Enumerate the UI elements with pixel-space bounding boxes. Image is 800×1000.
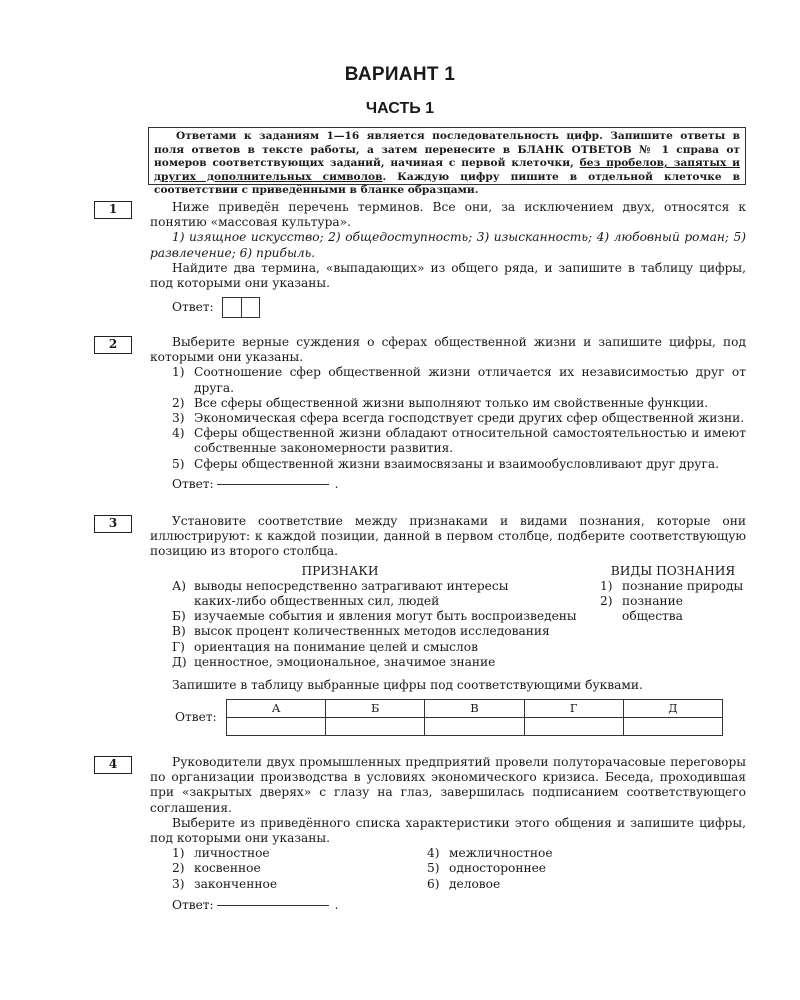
- task-2-answer: [150, 477, 746, 492]
- left-item-letter: А): [172, 578, 186, 593]
- answer-end: .: [334, 897, 339, 912]
- match-columns: [150, 579, 746, 670]
- right-item-number: 1): [600, 578, 613, 593]
- task-1-answer-cells: [222, 297, 260, 318]
- task-4-answer: [150, 898, 746, 913]
- answer-cell-d[interactable]: [623, 718, 722, 736]
- instructions-text-end: . Каждую цифру пишите в отдельной клеточке в соответствии с приведёнными в бланке образцами.: [154, 170, 740, 197]
- answer-cell-v[interactable]: [425, 718, 524, 736]
- left-item: [172, 655, 600, 670]
- option-item: [172, 426, 746, 456]
- task-4-intro: Руководители двух промышленных предприятий провели полуторачасовые переговоры по организации производства в условиях экономического кризиса. Беседа, проходившая при «закрытых дверях» с глазу на глаз, завершилась подписанием соответствующего соглашения.: [150, 755, 746, 815]
- task-3-table-instruction: Запишите в таблицу выбранные цифры под соответствующими буквами.: [172, 678, 643, 693]
- left-item-letter: Г): [172, 639, 185, 654]
- answer-end: .: [334, 476, 339, 491]
- task-1-instruction: Найдите два термина, «выпадающих» из общего ряда, и запишите в таблицу цифры, под которыми они указаны.: [150, 260, 746, 291]
- option-item: [172, 846, 427, 861]
- option-item: [172, 365, 746, 395]
- option-number: 5): [427, 861, 440, 876]
- answer-line[interactable]: [217, 904, 329, 906]
- table-header-b: Б: [326, 700, 425, 718]
- task-1-answer: [150, 297, 746, 318]
- task-3: [150, 514, 746, 736]
- option-text: межличностное: [449, 846, 553, 861]
- option-item: [172, 877, 427, 892]
- task-number-1: 1: [94, 201, 132, 219]
- instructions-text: Ответами к заданиям 1—16 является последовательность цифр. Запишите ответы в поля ответов в тексте работы, а затем перенесите в БЛАНК ОТВЕТОВ № 1 справа от номеров соответствующих заданий, начиная с первой клеточки,: [154, 130, 740, 170]
- option-text: личностное: [194, 846, 270, 861]
- left-item: [172, 624, 600, 639]
- option-number: 5): [172, 456, 185, 471]
- left-item-letter: Д): [172, 654, 187, 669]
- task-1-intro: Ниже приведён перечень терминов. Все они, за исключением двух, относятся к понятию «массовая культура».: [150, 200, 746, 230]
- left-item-text: высок процент количественных методов исследования: [194, 624, 550, 639]
- option-text: Сферы общественной жизни взаимосвязаны и взаимообусловливают друг друга.: [194, 456, 719, 471]
- options-right-column: [427, 846, 682, 892]
- option-number: 6): [427, 876, 440, 891]
- option-item: [427, 877, 682, 892]
- option-number: 2): [172, 395, 185, 410]
- instructions-underlined: без пробелов, запятых и других дополнительных символов: [154, 157, 741, 183]
- option-text: Соотношение сфер общественной жизни отличается их независимостью друг от друга.: [194, 365, 746, 395]
- part-title: ЧАСТЬ 1: [365, 100, 435, 117]
- right-column-header: ВИДЫ ПОЗНАНИЯ: [610, 563, 736, 578]
- right-item-text: познание общества: [622, 594, 683, 624]
- answer-cell-b[interactable]: [326, 718, 425, 736]
- left-item: [172, 640, 600, 655]
- right-item-text: познание природы: [622, 578, 744, 593]
- task-3-intro: Установите соответствие между признаками и видами познания, которые они иллюстрируют: к каждой позиции, данной в первом столбце, подберите соответствующую позицию из второго столбца.: [150, 514, 746, 559]
- options-left-column: [172, 846, 427, 892]
- table-header-d: Д: [623, 700, 722, 718]
- task-1-terms: 1) изящное искусство; 2) общедоступность; 3) изысканность; 4) любовный роман; 5) развлечение; 6) прибыль.: [150, 230, 746, 260]
- option-item: [172, 457, 746, 472]
- answer-label: Ответ:: [175, 710, 217, 725]
- option-text: Сферы общественной жизни обладают относительной самостоятельностью и имеют собственные закономерности развития.: [194, 426, 746, 456]
- left-item-letter: В): [172, 624, 186, 639]
- option-text: Все сферы общественной жизни выполняют только им свойственные функции.: [194, 395, 709, 410]
- task-3-answer: [150, 699, 746, 736]
- option-item: [172, 396, 746, 411]
- task-2: [150, 335, 746, 492]
- option-text: законченное: [194, 876, 278, 891]
- left-item-text: ценностное, эмоциональное, значимое знание: [194, 654, 496, 669]
- answer-cell-g[interactable]: [524, 718, 623, 736]
- option-number: 1): [172, 365, 185, 380]
- left-item-text: выводы непосредственно затрагивают интересы каких-либо общественных сил, людей: [194, 578, 509, 609]
- answer-line[interactable]: [217, 483, 329, 485]
- option-item: [427, 846, 682, 861]
- option-item: [172, 411, 746, 426]
- match-headers: [150, 564, 746, 579]
- option-item: [172, 861, 427, 876]
- option-number: 4): [172, 426, 185, 441]
- table-header-a: А: [227, 700, 326, 718]
- option-number: 3): [172, 876, 185, 891]
- option-text: деловое: [449, 876, 501, 891]
- left-item: [172, 609, 600, 624]
- page-title: ВАРИАНТ 1: [344, 64, 456, 85]
- option-number: 4): [427, 846, 440, 861]
- task-4-options: [150, 846, 746, 892]
- option-number: 1): [172, 846, 185, 861]
- left-column: [150, 579, 600, 670]
- option-text: одностороннее: [449, 861, 547, 876]
- answer-label: Ответ:: [172, 476, 214, 491]
- right-item: [600, 594, 746, 624]
- left-item: [172, 579, 600, 609]
- left-item-letter: Б): [172, 609, 186, 624]
- answer-label: Ответ:: [172, 897, 214, 912]
- instructions-box: [148, 127, 746, 197]
- option-number: 2): [172, 861, 185, 876]
- task-2-intro: Выберите верные суждения о сферах общественной жизни и запишите цифры, под которыми они указаны.: [150, 335, 746, 365]
- option-text: Экономическая сфера всегда господствует среди других сфер общественной жизни.: [194, 411, 745, 426]
- task-number-3: 3: [94, 515, 132, 533]
- table-header-g: Г: [524, 700, 623, 718]
- task-2-options: [150, 365, 746, 471]
- task-4-instruction: Выберите из приведённого списка характеристики этого общения и запишите цифры, под которыми они указаны.: [150, 815, 746, 846]
- right-column: [600, 579, 746, 670]
- right-item-number: 2): [600, 594, 613, 609]
- option-text: косвенное: [194, 861, 261, 876]
- table-header-v: В: [425, 700, 524, 718]
- task-number-2: 2: [94, 336, 132, 354]
- left-item-text: ориентация на понимание целей и смыслов: [194, 639, 478, 654]
- option-number: 3): [172, 411, 185, 426]
- option-item: [427, 861, 682, 876]
- left-column-header: ПРИЗНАКИ: [301, 563, 379, 578]
- task-4: [150, 755, 746, 913]
- left-item-text: изучаемые события и явления могут быть воспроизведены: [194, 609, 577, 624]
- task-number-4: 4: [94, 756, 132, 774]
- answer-table: [226, 699, 723, 736]
- right-item: [600, 579, 746, 594]
- task-1: [150, 200, 746, 318]
- answer-cell-2[interactable]: [241, 298, 259, 317]
- answer-cell-1[interactable]: [223, 298, 241, 317]
- answer-label: Ответ:: [172, 300, 214, 315]
- answer-cell-a[interactable]: [227, 718, 326, 736]
